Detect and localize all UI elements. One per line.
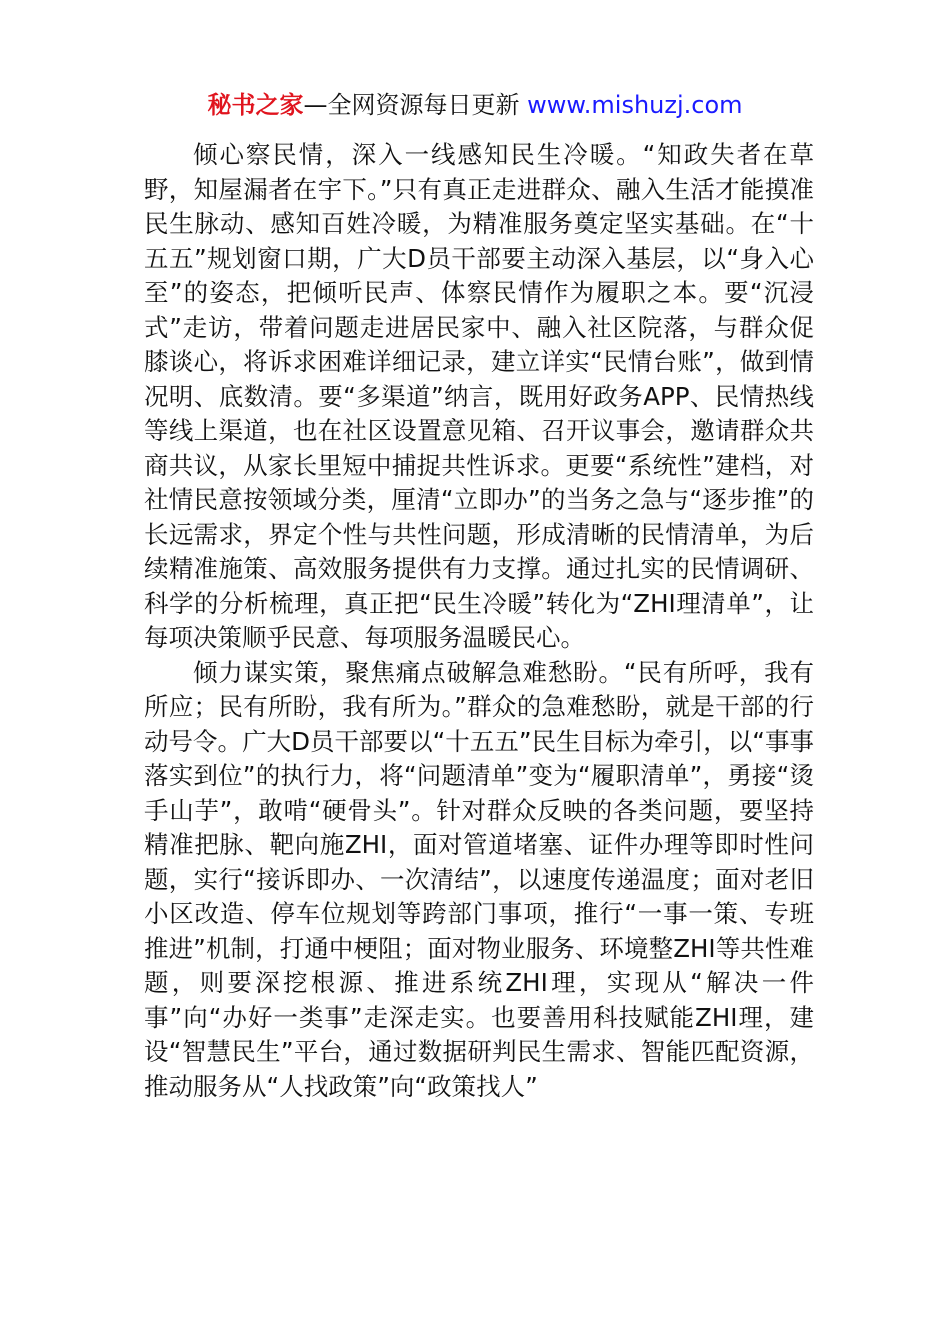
header-tagline: —全网资源每日更新 [303,91,528,119]
header-brand: 秘书之家 [207,91,304,119]
page-header [0,88,950,122]
article-body [144,138,814,1104]
paragraph: 倾心察民情，深入一线感知民生冷暖。“知政失者在草野，知屋漏者在宇下。”只有真正走进群众、融入生活才能摸准民生脉动、感知百姓冷暖，为精准服务奠定坚实基础。在“十五五”规划窗口期，广大D员干部要主动深入基层，以“身入心至”的姿态，把倾听民声、体察民情作为履职之本。要“沉浸式”走访，带着问题走进居民家中、融入社区院落，与群众促膝谈心，将诉求困难详细记录，建立详实“民情台账”，做到情况明、底数清。要“多渠道”纳言，既用好政务APP、民情热线等线上渠道，也在社区设置意见箱、召开议事会，邀请群众共商共议，从家长里短中捕捉共性诉求。更要“系统性”建档，对社情民意按领域分类，厘清“立即办”的当务之急与“逐步推”的长远需求，界定个性与共性问题，形成清晰的民情清单，为后续精准施策、高效服务提供有力支撑。通过扎实的民情调研、科学的分析梳理，真正把“民生冷暖”转化为“ZHI理清单”，让每项决策顺乎民意、每项服务温暖民心。 [144,140,814,652]
header-site-link[interactable]: www.mishuzj.com [527,91,743,119]
paragraph: 倾力谋实策，聚焦痛点破解急难愁盼。“民有所呼，我有所应；民有所盼，我有所为。”群众的急难愁盼，就是干部的行动号令。广大D员干部要以“十五五”民生目标为牵引，以“事事落实到位”的执行力，将“问题清单”变为“履职清单”，勇接“烫手山芋”，敢啃“硬骨头”。针对群众反映的各类问题，要坚持精准把脉、靶向施ZHI，面对管道堵塞、证件办理等即时性问题，实行“接诉即办、一次清结”，以速度传递温度；面对老旧小区改造、停车位规划等跨部门事项，推行“一事一策、专班推进”机制，打通中梗阻；面对物业服务、环境整ZHI等共性难题，则要深挖根源、推进系统ZHI理，实现从“解决一件事”向“办好一类事”走深走实。也要善用科技赋能ZHI理，建设“智慧民生”平台，通过数据研判民生需求、智能匹配资源，推动服务从“人找政策”向“政策找人” [144,657,814,1101]
